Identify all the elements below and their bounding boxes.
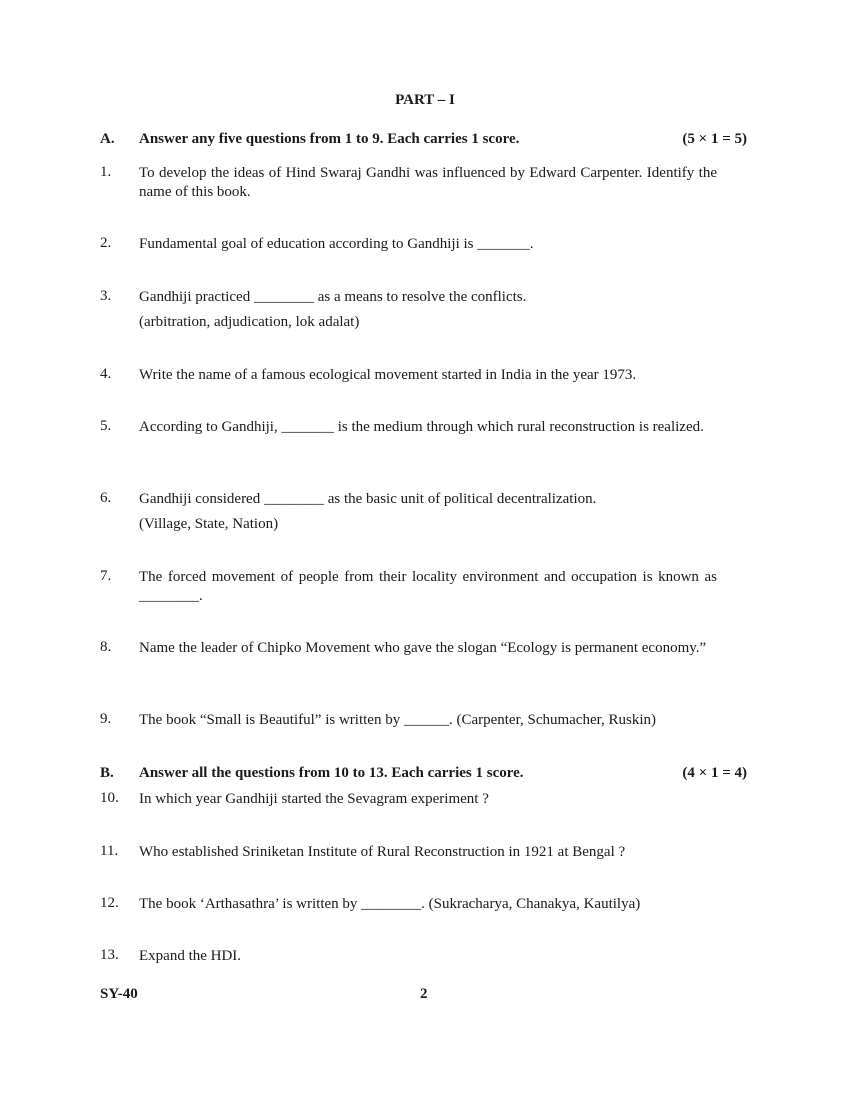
question-number: 1. bbox=[100, 164, 112, 180]
question-text: The book “Small is Beautiful” is written by ______. (Carpenter, Schumacher, Ruskin) bbox=[139, 712, 657, 728]
question-text: Gandhiji practiced ________ as a means to resolve the conflicts. bbox=[139, 289, 527, 305]
part-title: PART – I bbox=[395, 92, 455, 108]
question-text: According to Gandhiji, _______ is the medium through which rural reconstruction is realized. bbox=[139, 419, 704, 435]
question-number: 3. bbox=[100, 288, 112, 304]
question-number: 7. bbox=[100, 568, 112, 584]
section-b-letter: B. bbox=[100, 765, 114, 781]
question-number: 6. bbox=[100, 490, 112, 506]
question-options: (arbitration, adjudication, lok adalat) bbox=[139, 314, 360, 330]
section-a-score: (5 × 1 = 5) bbox=[682, 131, 747, 147]
question-text: Write the name of a famous ecological movement started in India in the year 1973. bbox=[139, 367, 637, 383]
question-options: (Village, State, Nation) bbox=[139, 516, 279, 532]
section-a-instruction: Answer any five questions from 1 to 9. Each carries 1 score. bbox=[139, 131, 520, 147]
question-number: 9. bbox=[100, 711, 112, 727]
question-text: Expand the HDI. bbox=[139, 948, 242, 964]
page-number: 2 bbox=[420, 986, 428, 1002]
question-text: Who established Sriniketan Institute of Rural Reconstruction in 1921 at Bengal ? bbox=[139, 844, 626, 860]
question-text: To develop the ideas of Hind Swaraj Gandhi was influenced by Edward Carpenter. Identify the name of this book. bbox=[139, 165, 717, 200]
section-b-instruction: Answer all the questions from 10 to 13. Each carries 1 score. bbox=[139, 765, 524, 781]
question-number: 12. bbox=[100, 895, 119, 911]
question-text: Name the leader of Chipko Movement who gave the slogan “Ecology is permanent economy.” bbox=[139, 640, 707, 656]
question-text: The book ‘Arthasathra’ is written by ________. (Sukracharya, Chanakya, Kautilya) bbox=[139, 896, 641, 912]
question-text: Gandhiji considered ________ as the basic unit of political decentralization. bbox=[139, 491, 597, 507]
question-number: 11. bbox=[100, 843, 119, 859]
question-number: 8. bbox=[100, 639, 112, 655]
question-number: 2. bbox=[100, 235, 112, 251]
question-number: 10. bbox=[100, 790, 119, 806]
section-b-score: (4 × 1 = 4) bbox=[682, 765, 747, 781]
question-number: 5. bbox=[100, 418, 112, 434]
question-number: 4. bbox=[100, 366, 112, 382]
question-text: In which year Gandhiji started the Sevagram experiment ? bbox=[139, 791, 489, 807]
section-a-letter: A. bbox=[100, 131, 115, 147]
question-text: Fundamental goal of education according to Gandhiji is _______. bbox=[139, 236, 534, 252]
paper-code: SY-40 bbox=[100, 986, 138, 1002]
question-number: 13. bbox=[100, 947, 119, 963]
question-text: The forced movement of people from their locality environment and occupation is known as ________. bbox=[139, 569, 717, 604]
